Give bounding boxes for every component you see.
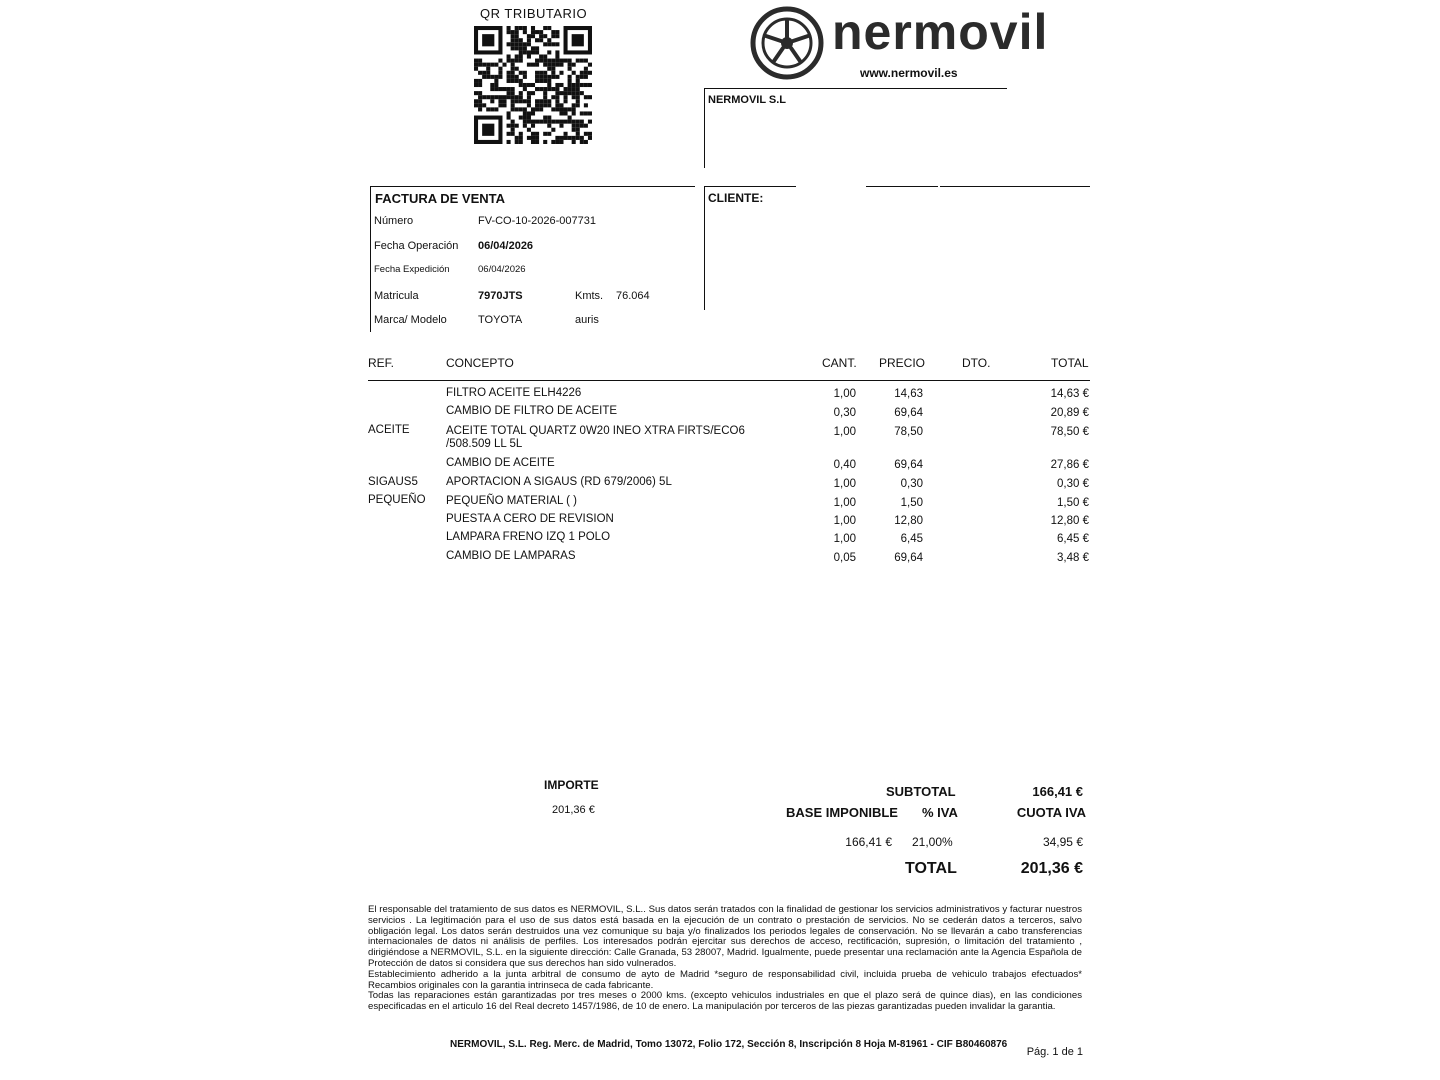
row-ref: PEQUEÑO [368,494,426,506]
qr-code-icon [474,26,592,144]
row-cant: 1,00 [833,426,856,438]
arbitration-paragraph: Establecimiento adherido a la junta arbitral de consumo de ayto de Madrid *seguro de responsabilidad civil, incluida prueba de vehiculo trabajos efectuados* Recambios originales con la garantia intrinseca de cada fabricante. [368,968,1082,991]
importe-value: 201,36 € [552,804,595,816]
row-cant: 1,00 [833,478,856,490]
row-concepto: CAMBIO DE ACEITE [446,457,555,469]
operation-date-label: Fecha Operación [374,240,459,252]
row-total: 6,45 € [1057,533,1089,545]
invoice-number-label: Número [374,215,414,227]
invoice-box-left-rule [370,186,371,332]
company-box-left-rule [704,88,705,168]
client-box-left-rule [704,186,705,310]
vat-amount-label: CUOTA IVA [1016,805,1086,820]
plate-number: 7970JTS [478,290,523,302]
header-concepto: CONCEPTO [446,356,514,370]
tax-base-value: 166,41 € [845,835,892,849]
invoice-title: FACTURA DE VENTA [375,191,505,206]
vehicle-model: auris [575,314,599,326]
row-concepto: APORTACION A SIGAUS (RD 679/2006) 5L [446,476,672,488]
make-model-label: Marca/ Modelo [374,314,447,326]
row-cant: 0,30 [833,407,856,419]
importe-label: IMPORTE [544,778,599,792]
vat-rate-value: 21,00% [912,835,953,849]
row-concepto: PEQUEÑO MATERIAL ( ) [446,495,577,507]
kms-value: 76.064 [616,290,650,302]
header-total: TOTAL [1051,356,1089,370]
client-box-top-rule [866,186,938,187]
wheel-logo-icon [750,6,824,80]
subtotal-label: SUBTOTAL [886,784,956,799]
header-precio: PRECIO [879,356,926,370]
row-concepto: CAMBIO DE FILTRO DE ACEITE [446,405,618,417]
row-cant: 1,00 [833,533,856,545]
row-concepto-line2: /508.509 LL 5L [446,438,523,450]
row-concepto: LAMPARA FRENO IZQ 1 POLO [446,531,611,543]
invoice-box-top-rule [370,186,695,187]
registry-footer: NERMOVIL, S.L. Reg. Merc. de Madrid, Tomo 13072, Folio 172, Sección 8, Inscripción 8 Hoja M-81961 - CIF B80460876 [450,1039,1008,1050]
row-concepto: CAMBIO DE LAMPARAS [446,550,576,562]
row-precio: 78,50 [894,426,923,438]
issue-date-label: Fecha Expedición [374,264,450,275]
row-precio: 0,30 [900,478,923,490]
grand-total-label: TOTAL [905,860,957,877]
row-total: 27,86 € [1050,459,1089,471]
vehicle-make: TOYOTA [478,314,523,326]
row-concepto: PUESTA A CERO DE REVISION [446,513,614,525]
row-precio: 69,64 [894,552,923,564]
header-cant: CANT. [822,356,857,370]
row-concepto: FILTRO ACEITE ELH4226 [446,387,582,399]
plate-label: Matricula [374,290,419,302]
row-precio: 14,63 [894,388,923,400]
warranty-paragraph: Todas las reparaciones están garantizadas por tres meses o 2000 kms. (excepto vehiculos industriales en que el plazo será de quince dias), en las condiciones especificadas en el articulo 16 del Real decreto 1457/1986, de 10 de enero. La manipulación por terceros de las piezas garantizadas pueden invalidar la garantia. [368,990,1082,1013]
company-box-top-rule [704,88,1007,89]
grand-total-value: 201,36 € [1020,860,1083,877]
row-ref: ACEITE [368,424,410,436]
company-name: NERMOVIL S.L [708,94,787,106]
tax-base-label: BASE IMPONIBLE [786,805,898,820]
row-cant: 0,40 [833,459,856,471]
subtotal-value: 166,41 € [1032,784,1083,799]
client-box-top-rule [940,186,1090,187]
row-cant: 0,05 [833,552,856,564]
vat-amount-value: 34,95 € [1042,835,1083,849]
qr-label: QR TRIBUTARIO [480,6,588,21]
table-header-rule [368,380,1090,381]
row-total: 1,50 € [1057,497,1089,509]
brand-url: www.nermovil.es [860,66,958,80]
client-label: CLIENTE: [708,191,764,205]
row-cant: 1,00 [833,388,856,400]
row-precio: 69,64 [894,407,923,419]
invoice-number: FV-CO-10-2026-007731 [478,215,597,227]
header-ref: REF. [368,356,395,370]
brand-name: nermovil [832,4,1049,60]
row-cant: 1,00 [833,497,856,509]
legal-notice [368,905,1082,1013]
vat-rate-label: % IVA [922,805,958,820]
issue-date: 06/04/2026 [478,264,526,275]
operation-date: 06/04/2026 [478,240,534,252]
client-box-top-rule [704,186,796,187]
row-total: 12,80 € [1050,515,1089,527]
row-ref: SIGAUS5 [368,476,418,488]
row-cant: 1,00 [833,515,856,527]
row-total: 0,30 € [1057,478,1089,490]
privacy-paragraph: El responsable del tratamiento de sus datos es NERMOVIL, S.L.. Sus datos serán tratados con la finalidad de gestionar los servicios administrativos y facturar nuestros servicios . La legitimación para el uso de sus datos está basada en la ejecución de un contrato o prestación de servicios. No se cederán datos a terceros, salvo obligación legal. Los datos serán destruidos una vez comunique su baja y/o finalizados los periodos legales de conservación. No se llevarán a cabo transferencias internacionales de datos ni análisis de perfiles. Los interesados podrán ejercitar sus derechos de acceso, rectificación, supresión, o limitación del tratamiento , dirigiéndose a NERMOVIL, S.L. en la siguiente dirección: Calle Granada, 53 28007, Madrid. Igualmente, puede presentar una reclamación ante la Agencia Española de Protección de datos si considera que sus derechos han sido vulnerados. [368,904,1082,969]
page-number: Pág. 1 de 1 [1026,1046,1083,1058]
kms-label: Kmts. [575,290,604,302]
row-total: 14,63 € [1050,388,1089,400]
row-total: 20,89 € [1050,407,1089,419]
row-concepto: ACEITE TOTAL QUARTZ 0W20 INEO XTRA FIRTS/ECO6 [446,425,745,437]
header-dto: DTO. [962,356,991,370]
row-total: 78,50 € [1050,426,1089,438]
row-precio: 69,64 [894,459,923,471]
row-precio: 6,45 [900,533,923,545]
row-precio: 12,80 [894,515,923,527]
row-precio: 1,50 [900,497,923,509]
row-total: 3,48 € [1057,552,1089,564]
